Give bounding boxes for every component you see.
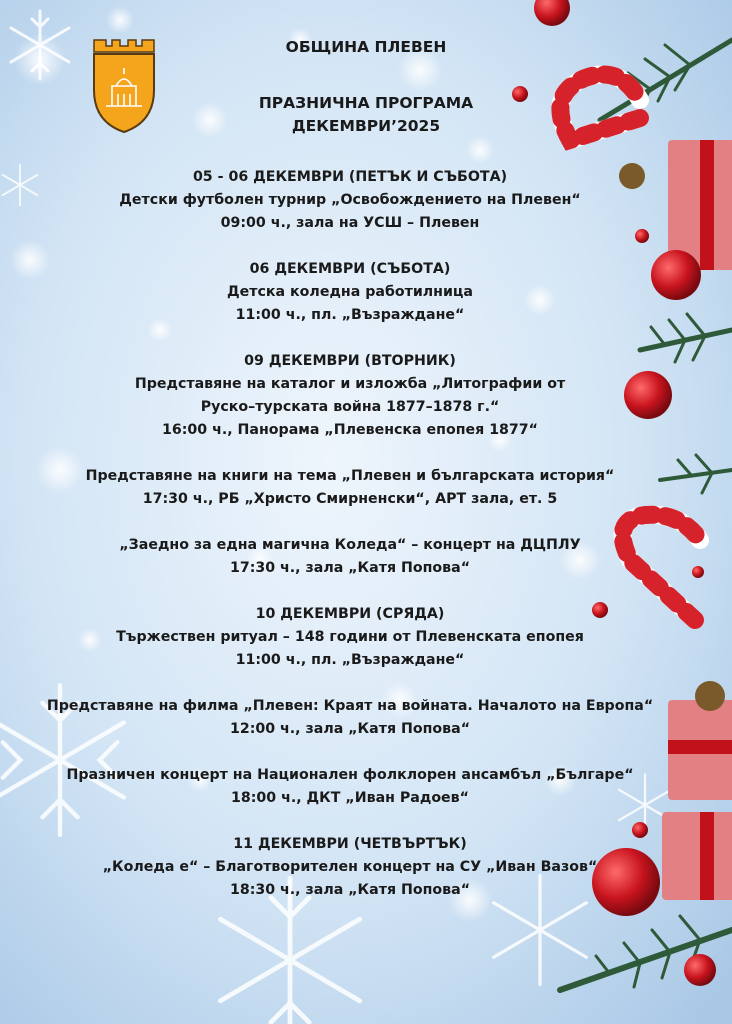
event-spacer bbox=[0, 511, 700, 534]
event-line: 09:00 ч., зала на УСШ – Плевен bbox=[220, 215, 480, 231]
event-line: Празничен концерт на Национален фолклорен ансамбъл „Българе“ bbox=[66, 767, 634, 783]
event-block bbox=[0, 764, 700, 810]
event-line: Руско–турската война 1877–1878 г.“ bbox=[200, 399, 500, 415]
event-line: 18:30 ч., зала „Катя Попова“ bbox=[229, 882, 471, 898]
event-block bbox=[0, 258, 700, 327]
event-block bbox=[0, 833, 700, 902]
event-line: 17:30 ч., зала „Катя Попова“ bbox=[229, 560, 471, 576]
event-line: Тържествен ритуал – 148 години от Плевенската епопея bbox=[116, 629, 584, 645]
event-line: 18:00 ч., ДКТ „Иван Радоев“ bbox=[230, 790, 469, 806]
municipality-title: ОБЩИНА ПЛЕВЕН bbox=[285, 38, 447, 56]
program-month-line: ДЕКЕМВРИ’2025 bbox=[291, 117, 441, 135]
event-line: Представяне на книги на тема „Плевен и българската история“ bbox=[85, 468, 615, 484]
event-program bbox=[0, 166, 700, 902]
event-spacer bbox=[0, 327, 700, 350]
event-spacer bbox=[0, 235, 700, 258]
program-title-line: ПРАЗНИЧНА ПРОГРАМА bbox=[258, 94, 474, 112]
event-line: 17:30 ч., РБ „Христо Смирненски“, АРТ зала, ет. 5 bbox=[142, 491, 558, 507]
event-line: 10 ДЕКЕМВРИ (СРЯДА) bbox=[255, 606, 445, 622]
event-line: 09 ДЕКЕМВРИ (ВТОРНИК) bbox=[244, 353, 456, 369]
event-line: „Заедно за една магична Коледа“ – концерт на ДЦПЛУ bbox=[119, 537, 581, 553]
event-line: Детски футболен турнир „Освобождението на Плевен“ bbox=[119, 192, 581, 208]
event-spacer bbox=[0, 672, 700, 695]
event-line: Представяне на филма „Плевен: Краят на войната. Началото на Европа“ bbox=[46, 698, 654, 714]
event-line: „Коледа е“ – Благотворителен концерт на СУ „Иван Вазов“ bbox=[102, 859, 598, 875]
event-line: Детска коледна работилница bbox=[227, 284, 473, 300]
program-title bbox=[0, 92, 732, 138]
event-line: 16:00 ч., Панорама „Плевенска епопея 1877“ bbox=[161, 422, 539, 438]
event-line: Представяне на каталог и изложба „Литографии от bbox=[134, 376, 566, 392]
event-line: 11:00 ч., пл. „Възраждане“ bbox=[235, 307, 465, 323]
event-block bbox=[0, 350, 700, 442]
event-block bbox=[0, 603, 700, 672]
event-block bbox=[0, 695, 700, 741]
event-line: 05 - 06 ДЕКЕМВРИ (ПЕТЪК И СЪБОТА) bbox=[192, 169, 508, 185]
event-line: 06 ДЕКЕМВРИ (СЪБОТА) bbox=[249, 261, 451, 277]
event-spacer bbox=[0, 741, 700, 764]
event-line: 11 ДЕКЕМВРИ (ЧЕТВЪРТЪК) bbox=[233, 836, 467, 852]
event-spacer bbox=[0, 810, 700, 833]
event-line: 11:00 ч., пл. „Възраждане“ bbox=[235, 652, 465, 668]
event-spacer bbox=[0, 442, 700, 465]
event-block bbox=[0, 534, 700, 580]
event-block bbox=[0, 465, 700, 511]
event-block bbox=[0, 166, 700, 235]
event-line: 12:00 ч., зала „Катя Попова“ bbox=[229, 721, 471, 737]
event-spacer bbox=[0, 580, 700, 603]
